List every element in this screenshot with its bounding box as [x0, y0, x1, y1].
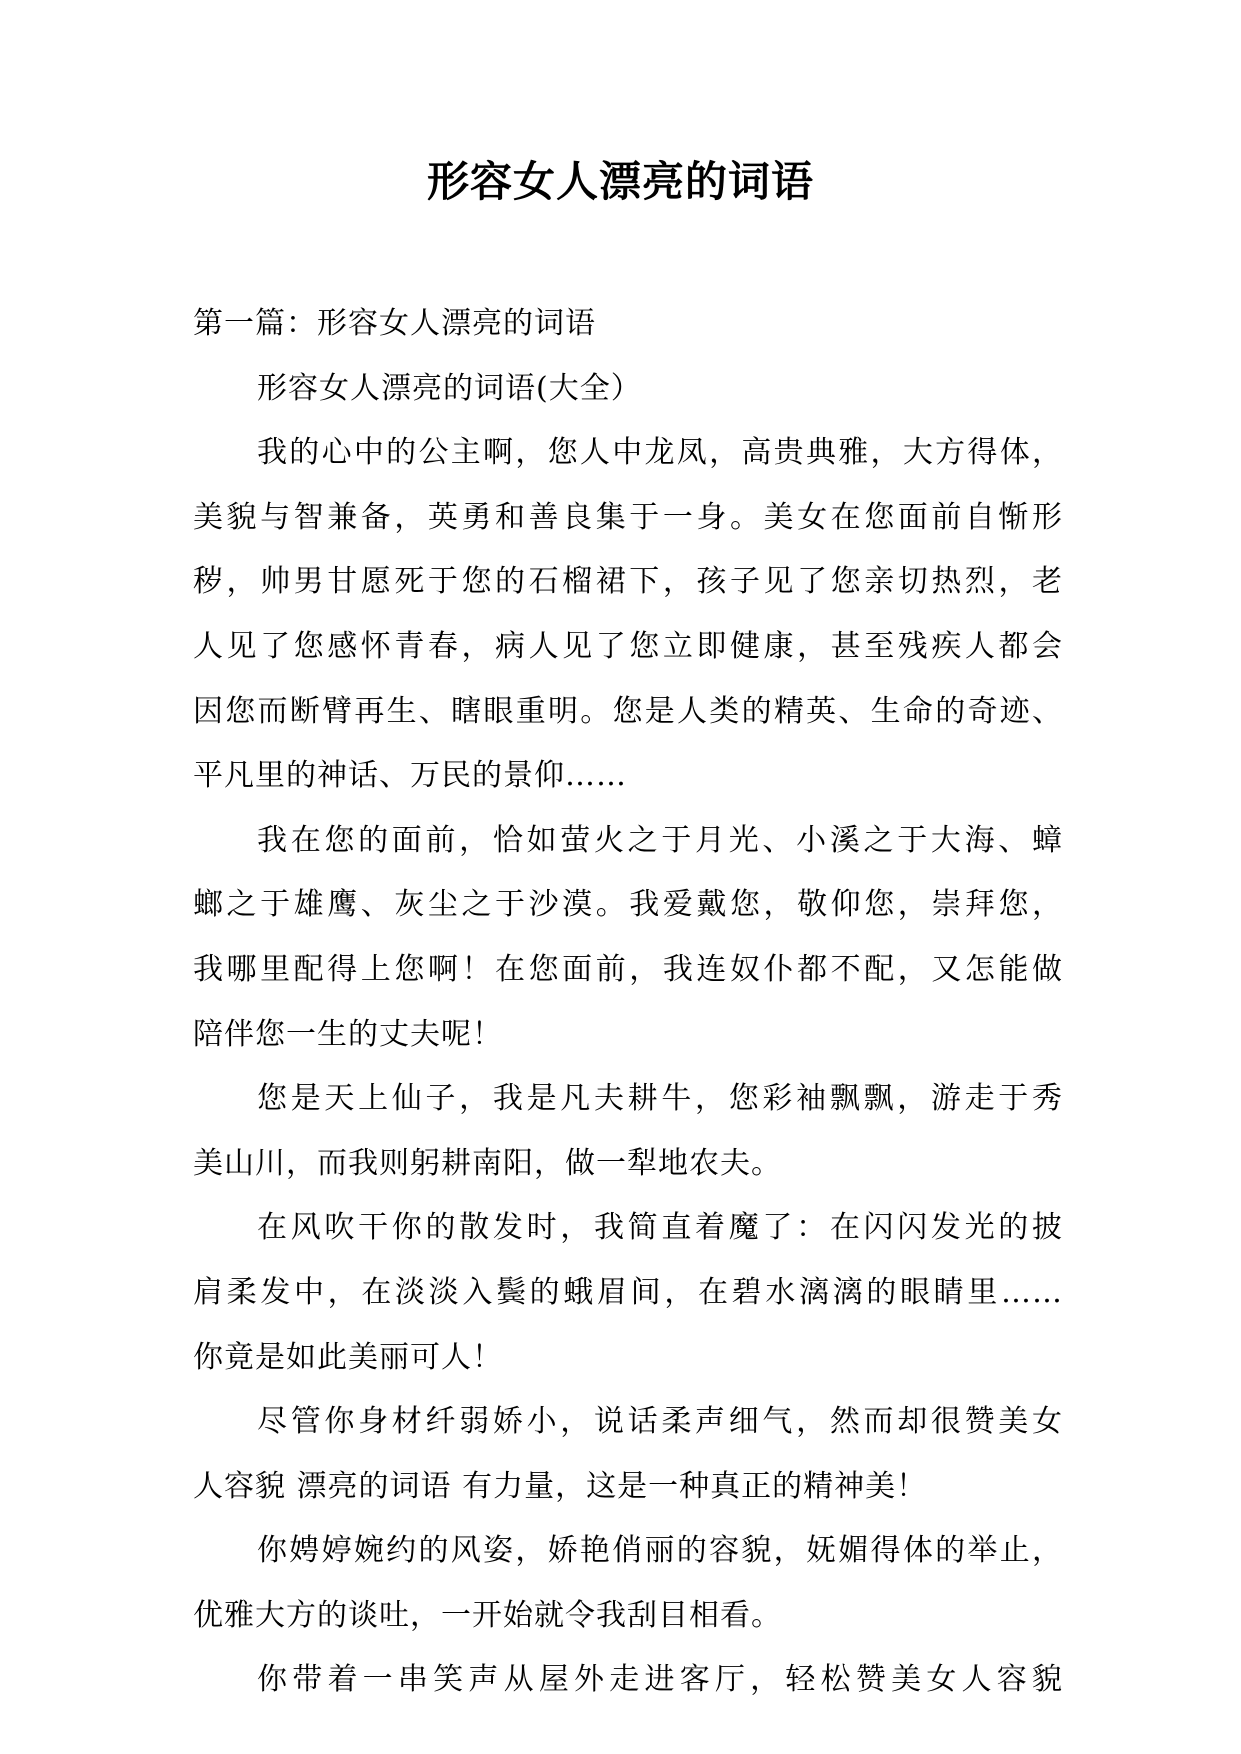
text-line: 平凡里的神话、万民的景仰…… — [193, 758, 627, 794]
text-line: 美貌与智兼备，英勇和善良集于一身。美女在您面前自惭形 — [193, 499, 1063, 535]
text-line: 人见了您感怀青春，病人见了您立即健康，甚至残疾人都会 — [193, 628, 1063, 664]
text-line: 人容貌 漂亮的词语 有力量，这是一种真正的精神美！ — [193, 1468, 928, 1504]
text-line: 形容女人漂亮的词语(大全） — [257, 370, 642, 406]
text-line: 第一篇：形容女人漂亮的词语 — [193, 306, 596, 341]
text-line: 我在您的面前，恰如萤火之于月光、小溪之于大海、蟑 — [257, 822, 1063, 858]
text-line: 你竟是如此美丽可人！ — [193, 1339, 503, 1375]
text-line: 我的心中的公主啊，您人中龙凤，高贵典雅，大方得体， — [257, 435, 1063, 471]
text-line: 秽，帅男甘愿死于您的石榴裙下，孩子见了您亲切热烈，老 — [193, 564, 1063, 600]
text-line: 美山川，而我则躬耕南阳，做一犁地农夫。 — [193, 1145, 782, 1181]
text-line: 你带着一串笑声从屋外走进客厅，轻松赞美女人容貌 — [257, 1662, 1063, 1698]
text-line: 我哪里配得上您啊！在您面前，我连奴仆都不配，又怎能做 — [193, 951, 1063, 987]
text-line: 你娉婷婉约的风姿，娇艳俏丽的容貌，妩媚得体的举止， — [257, 1533, 1063, 1569]
text-line: 优雅大方的谈吐，一开始就令我刮目相看。 — [193, 1597, 782, 1633]
text-line: 陪伴您一生的丈夫呢！ — [193, 1016, 503, 1052]
text-line: 肩柔发中，在淡淡入鬓的蛾眉间，在碧水漓漓的眼睛里…… — [193, 1274, 1063, 1310]
text-line: 您是天上仙子，我是凡夫耕牛，您彩袖飘飘，游走于秀 — [257, 1081, 1063, 1117]
text-line: 在风吹干你的散发时，我简直着魔了：在闪闪发光的披 — [257, 1210, 1063, 1246]
page-title: 形容女人漂亮的词语 — [426, 157, 814, 206]
document-body — [193, 292, 1063, 1713]
text-line: 螂之于雄鹰、灰尘之于沙漠。我爱戴您，敬仰您，崇拜您， — [193, 887, 1063, 923]
text-line: 因您而断臂再生、瞎眼重明。您是人类的精英、生命的奇迹、 — [193, 693, 1063, 729]
text-line: 尽管你身材纤弱娇小，说话柔声细气，然而却很赞美女 — [257, 1404, 1063, 1440]
